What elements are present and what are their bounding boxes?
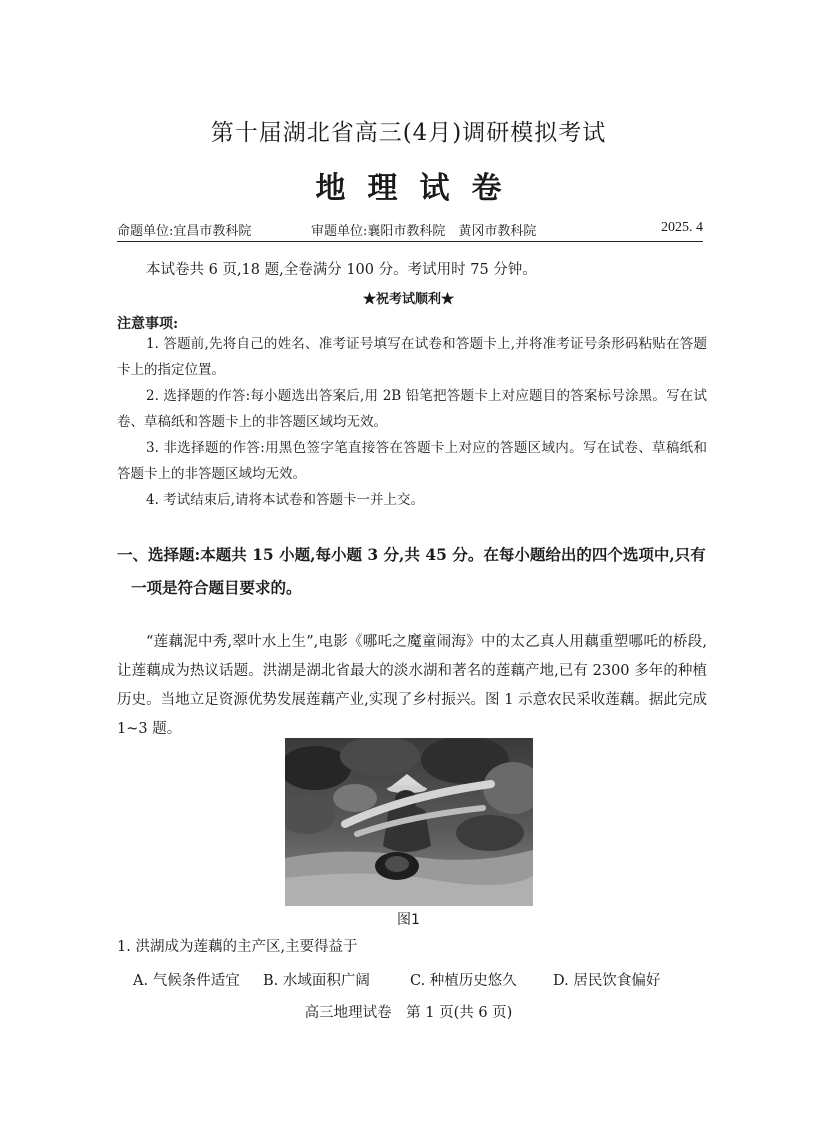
lotus-harvest-illustration (285, 738, 533, 906)
section-heading-line1: 一、选择题:本题共 15 小题,每小题 3 分,共 45 分。在每小题给出的四个选项中,只有 (117, 545, 706, 564)
note-text: 2. 选择题的作答:每小题选出答案后,用 2B 铅笔把答题卡上对应题目的答案标号涂黑。写在试卷、草稿纸和答题卡上的非答题区域均无效。 (117, 388, 707, 430)
note-item (117, 487, 707, 513)
figure-caption: 图1 (397, 912, 420, 928)
note-text: 4. 考试结束后,请将本试卷和答题卡一并上交。 (146, 492, 424, 508)
note-item (117, 331, 707, 383)
lotus-harvest-photo (285, 738, 533, 906)
header-divider (117, 241, 703, 242)
good-luck-banner: ★祝考试顺利★ (362, 292, 454, 307)
subject-title: 地理试卷 (315, 171, 524, 206)
passage-text: “莲藕泥中秀,翠叶水上生”,电影《哪吒之魔童闹海》中的太乙真人用藕重塑哪吒的桥段,让莲藕成为热议话题。洪湖是湖北省最大的淡水湖和著名的莲藕产地,已有 2300 多年的种植历史。当地立足资源优势发展莲藕产业,实现了乡村振兴。图 1 示意农民采收莲藕。据此完成 1~3 题。 (117, 634, 707, 737)
question-1-option-d: D. 居民饮食偏好 (553, 973, 661, 989)
exam-info: 本试卷共 6 页,18 题,全卷满分 100 分。考试用时 75 分钟。 (146, 262, 537, 278)
reviewers-text: 审题单位:襄阳市教科院 黄冈市教科院 (311, 224, 537, 239)
reading-passage (117, 628, 707, 744)
note-item (117, 383, 707, 435)
note-text: 1. 答题前,先将自己的姓名、准考证号填写在试卷和答题卡上,并将准考证号条形码粘贴在答题卡上的指定位置。 (117, 336, 707, 378)
note-item (117, 435, 707, 487)
exam-date: 2025. 4 (661, 220, 703, 235)
question-1-option-b: B. 水域面积广阔 (263, 973, 370, 989)
section-heading (117, 538, 709, 604)
question-1-stem: 1. 洪湖成为莲藕的主产区,主要得益于 (117, 939, 358, 955)
section-heading-line2: 一项是符合题目要求的。 (131, 578, 302, 597)
proposer-text: 命题单位:宜昌市教科院 (117, 224, 252, 239)
exam-title: 第十届湖北省高三(4月)调研模拟考试 (210, 120, 607, 146)
note-text: 3. 非选择题的作答:用黑色签字笔直接答在答题卡上对应的答题区域内。写在试卷、草稿纸和答题卡上的非答题区域均无效。 (117, 440, 707, 482)
question-1-option-a: A. 气候条件适宜 (133, 973, 240, 989)
page-footer: 高三地理试卷 第 1 页(共 6 页) (304, 1005, 513, 1021)
notes-heading: 注意事项: (117, 316, 179, 332)
question-1-option-c: C. 种植历史悠久 (410, 973, 517, 989)
